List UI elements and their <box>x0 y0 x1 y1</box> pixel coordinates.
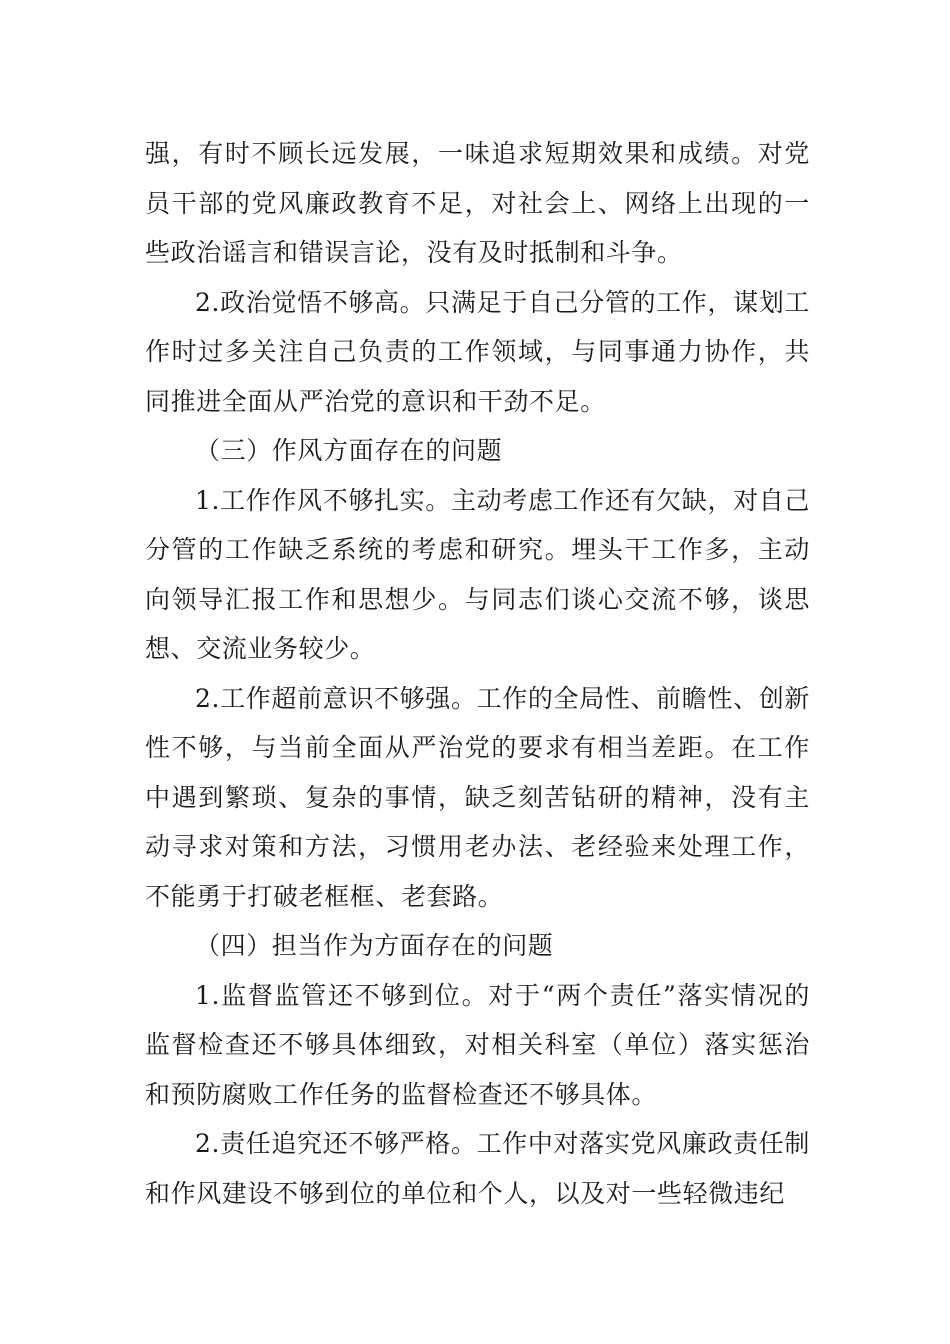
paragraph-work-style-solid: 1.工作作风不够扎实。主动考虑工作还有欠缺，对自己分管的工作缺乏系统的考虑和研究。埋头干工作多，主动向领导汇报工作和思想少。与同志们谈心交流不够，谈思想、交流业务较少。 <box>145 485 810 663</box>
paragraph-continuation: 强，有时不顾长远发展，一味追求短期效果和成绩。对党员干部的党风廉政教育不足，对社会上、网络上出现的一些政治谣言和错误言论，没有及时抵制和斗争。 <box>145 139 810 267</box>
paragraph-political-awareness: 2.政治觉悟不够高。只满足于自己分管的工作，谋划工作时过多关注自己负责的工作领域，与同事通力协作，共同推进全面从严治党的意识和干劲不足。 <box>145 287 810 416</box>
paragraph-accountability: 2.责任追究还不够严格。工作中对落实党风廉政责任制和作风建设不够到位的单位和个人，以及对一些轻微违纪 <box>145 1129 810 1208</box>
document-body <box>145 129 810 1218</box>
paragraph-forward-thinking: 2.工作超前意识不够强。工作的全局性、前瞻性、创新性不够，与当前全面从严治党的要求有相当差距。在工作中遇到繁琐、复杂的事情，缺乏刻苦钻研的精神，没有主动寻求对策和方法，习惯用老办法、老经验来处理工作，不能勇于打破老框框、老套路。 <box>145 683 810 911</box>
section-heading-responsibility: （四）担当作为方面存在的问题 <box>195 931 554 960</box>
section-heading-work-style: （三）作风方面存在的问题 <box>195 436 503 465</box>
paragraph-supervision: 1.监督监管还不够到位。对于“两个责任”落实情况的监督检查还不够具体细致，对相关科室（单位）落实惩治和预防腐败工作任务的监督检查还不够具体。 <box>145 980 810 1109</box>
